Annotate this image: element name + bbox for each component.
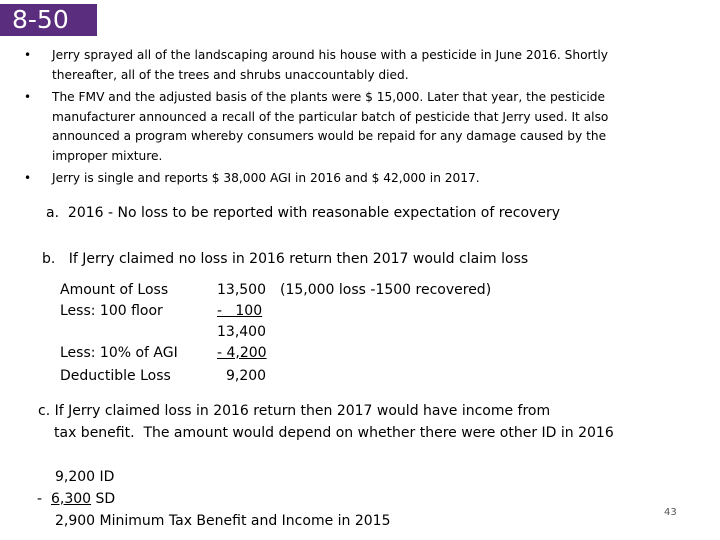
calc-value-agi: - 4,200: [217, 345, 267, 361]
final-sd-line: [37, 489, 115, 510]
calc-value-subtotal: 13,400: [217, 324, 266, 340]
bullet-item: [24, 46, 664, 85]
bullet-text: Jerry sprayed all of the landscaping around his house with a pesticide in June 2016. Shortly thereafter, all of the trees and shrubs unaccountably died.: [52, 48, 608, 82]
calc-label-floor: Less: 100 floor: [60, 303, 163, 319]
bullet-dot-icon: •: [24, 90, 32, 104]
calc-note-amount: (15,000 loss -1500 recovered): [280, 282, 492, 298]
calc-value-deductible: 9,200: [226, 368, 267, 384]
part-c-line2: tax benefit. The amount would depend on whether there were other ID in 2016: [54, 425, 614, 441]
bullet-text: The FMV and the adjusted basis of the plants were $ 15,000. Later that year, the pesticide manufacturer announced a recall of the particular batch of pesticide that Jerry used. It also announced a program whereby consumers would be repaid for any damage caused by the improper mixture.: [52, 90, 609, 163]
part-b-text: b. If Jerry claimed no loss in 2016 return then 2017 would claim loss: [42, 251, 529, 267]
final-sd-value: 6,300: [50, 491, 92, 507]
bullet-dot-icon: •: [24, 48, 32, 62]
part-a-text: a. 2016 - No loss to be reported with reasonable expectation of recovery: [46, 205, 560, 221]
final-result-line: [55, 511, 390, 532]
page-number: 43: [664, 507, 677, 518]
final-id-label: ID: [99, 469, 115, 485]
bullet-dot-icon: •: [24, 171, 32, 185]
final-result-value: 2,900: [55, 513, 96, 529]
final-id-line: [55, 467, 114, 488]
bullet-text: Jerry is single and reports $ 38,000 AGI in 2016 and $ 42,000 in 2017.: [52, 171, 480, 185]
part-c-line1: c. If Jerry claimed loss in 2016 return then 2017 would have income from: [38, 403, 551, 419]
calc-label-deductible: Deductible Loss: [60, 368, 171, 384]
final-sd-label: SD: [95, 491, 116, 507]
bullet-item: [24, 169, 664, 189]
calc-label-agi: Less: 10% of AGI: [60, 345, 178, 361]
final-result-label: Minimum Tax Benefit and Income in 2015: [99, 513, 391, 529]
final-sd-prefix: -: [37, 491, 43, 507]
facts-list: [24, 46, 664, 192]
calc-label-amount: Amount of Loss: [60, 282, 169, 298]
slide-title: 8-50: [0, 4, 97, 36]
calc-value-amount: 13,500: [217, 282, 266, 298]
final-id-value: 9,200: [55, 469, 96, 485]
bullet-item: [24, 88, 664, 166]
calc-value-floor: - 100: [217, 303, 263, 319]
